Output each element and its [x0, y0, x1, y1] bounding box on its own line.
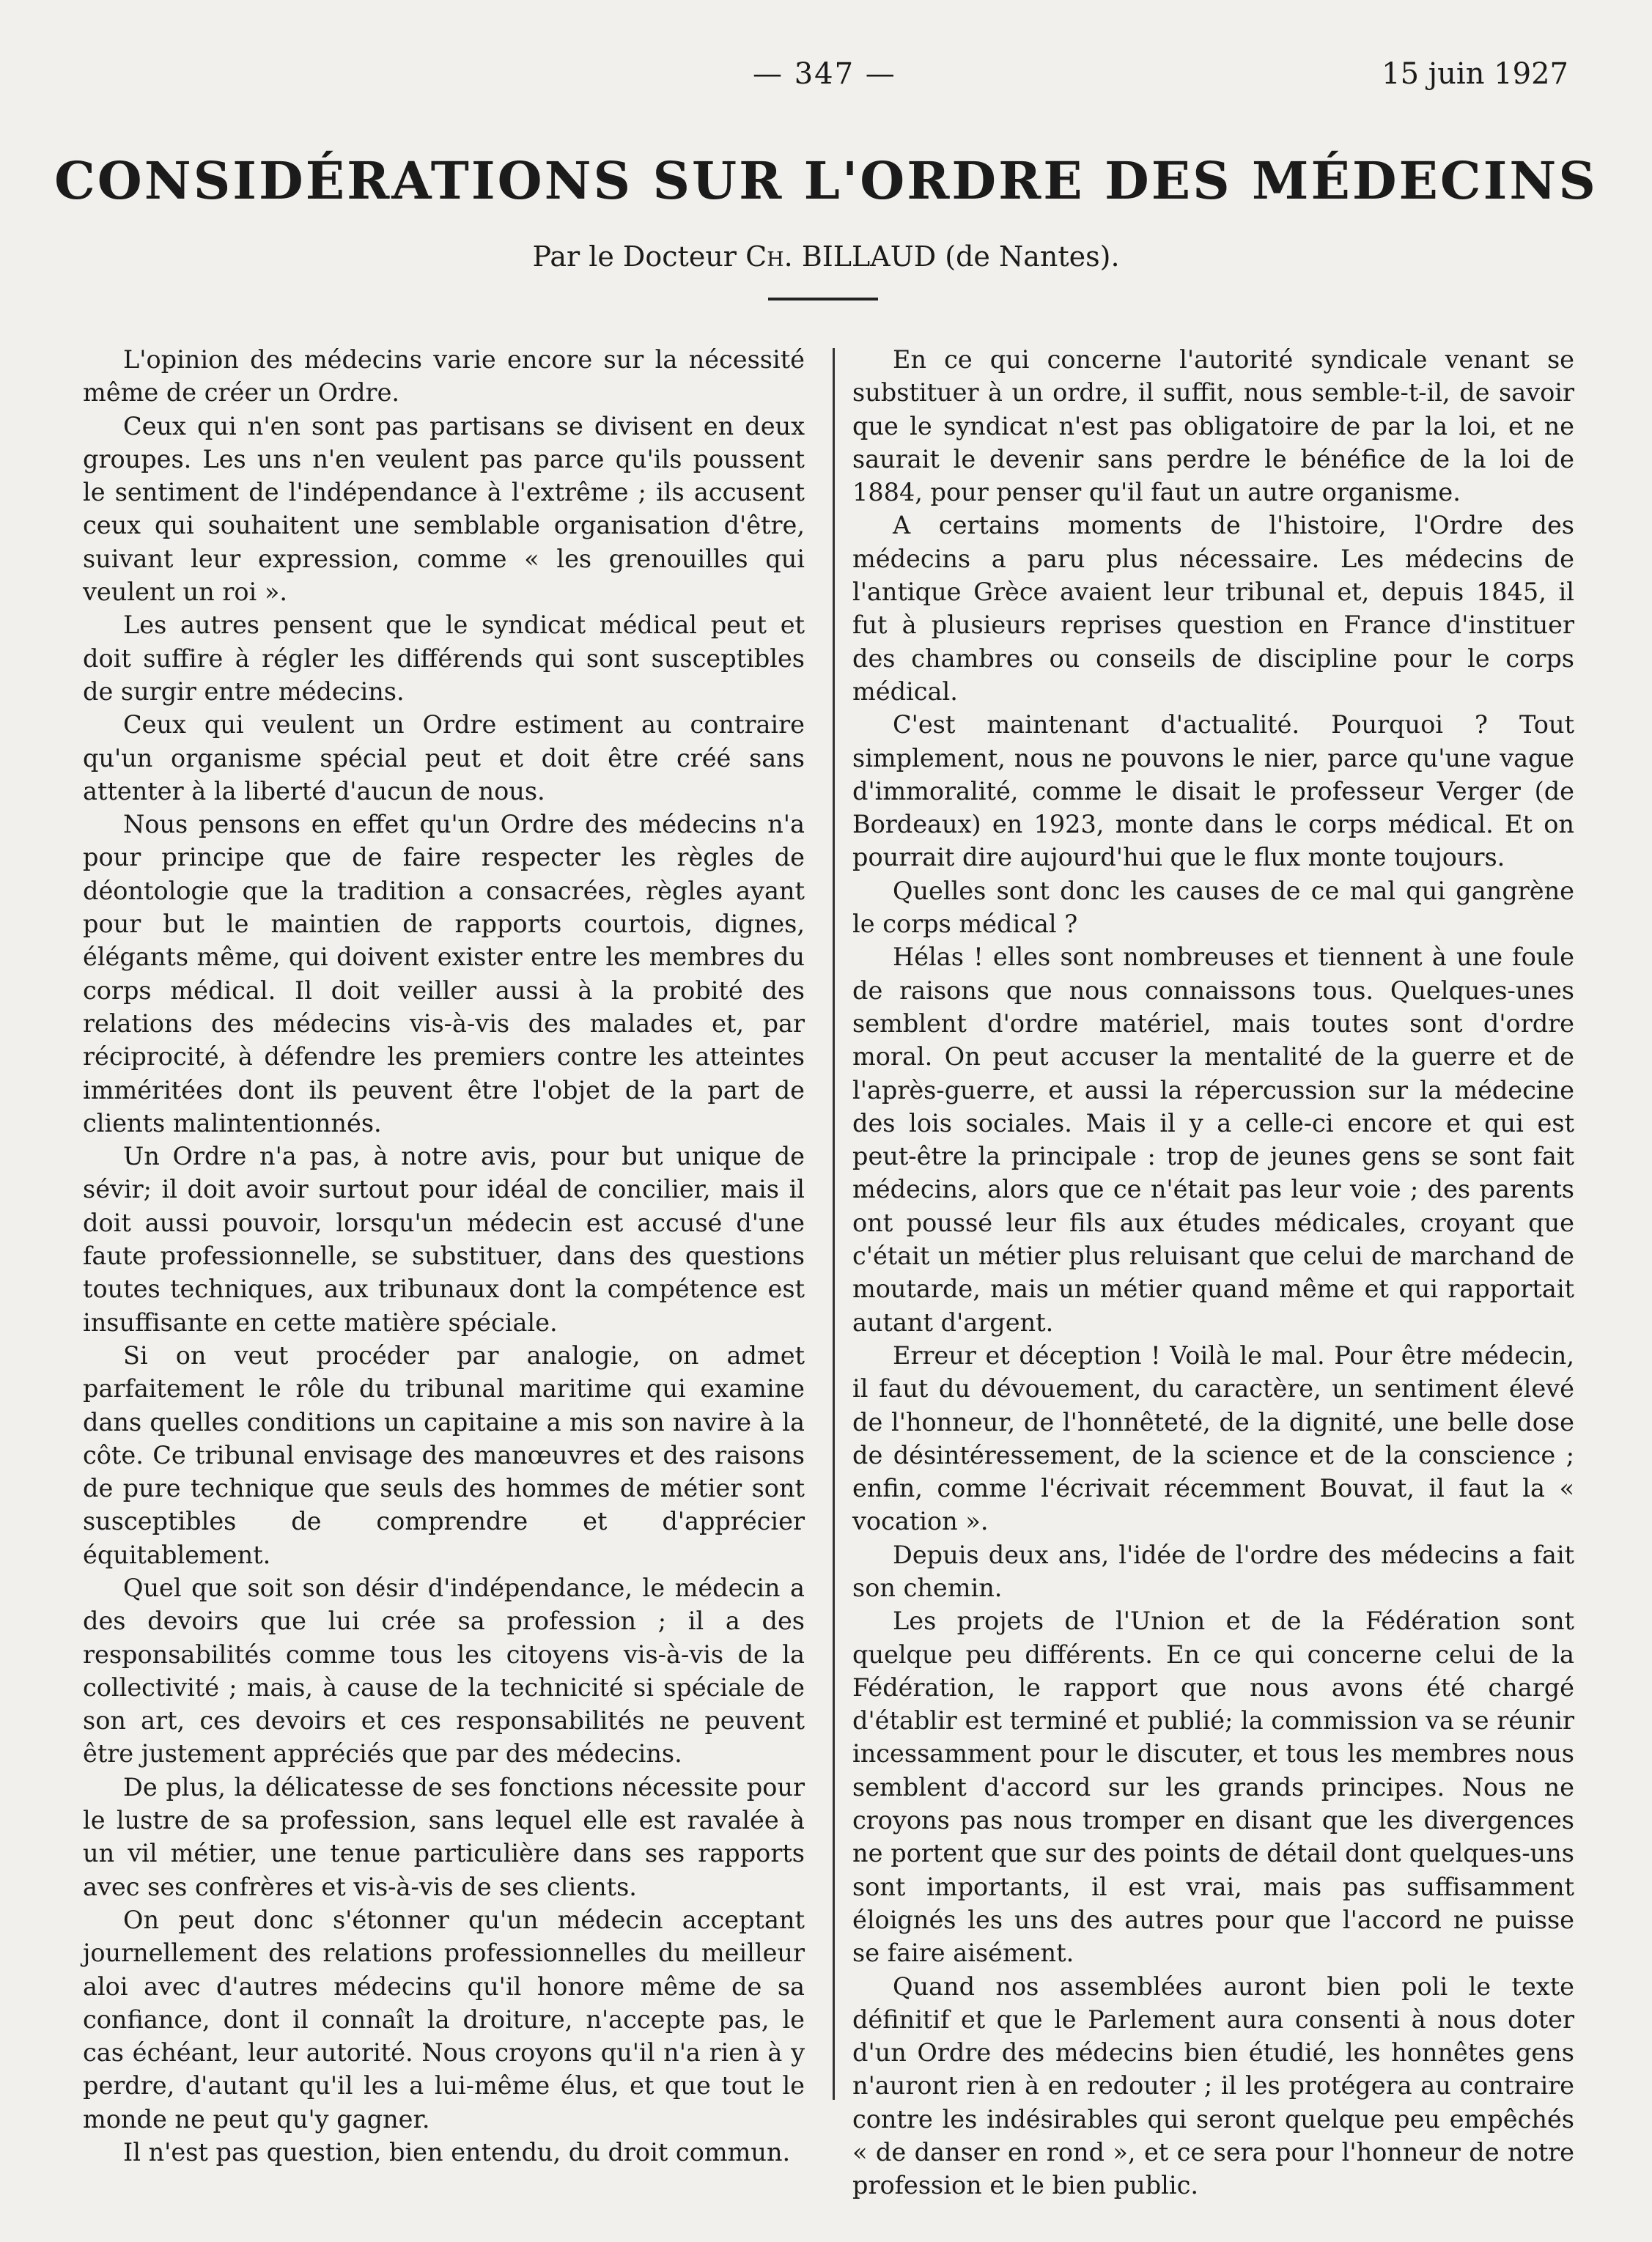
paragraph: C'est maintenant d'actualité. Pourquoi ? Tout simplement, nous ne pouvons le nier, parce qu'une vague d'immoralité, comme le disait le professeur Verger (de Bordeaux) en 1923, monte dans le corps médical. Et on pourrait dire aujourd'hui que le flux monte toujours.: [852, 710, 1574, 872]
paragraph: De plus, la délicatesse de ses fonctions nécessite pour le lustre de sa profession, sans lequel elle est ravalée à un vil métier, une tenue particulière dans ses rapports avec ses confrères et vis-à-vis de ses clients.: [83, 1772, 805, 1901]
paragraph: Depuis deux ans, l'idée de l'ordre des médecins a fait son chemin.: [852, 1540, 1574, 1602]
paragraph: L'opinion des médecins varie encore sur la nécessité même de créer un Ordre.: [83, 345, 805, 408]
article-title: CONSIDÉRATIONS SUR L'ORDRE DES MÉDECINS: [54, 150, 1598, 211]
paragraph: Ceux qui veulent un Ordre estiment au contraire qu'un organisme spécial peut et doit être créé sans attenter à la liberté d'aucun de nous.: [83, 710, 805, 805]
paragraph: En ce qui concerne l'autorité syndicale venant se substituer à un ordre, il suffit, nous semble-t-il, de savoir que le syndicat n'est pas obligatoire de par la loi, et ne saurait le devenir sans perdre le bénéfice de la loi de 1884, pour penser qu'il faut un autre organisme.: [852, 345, 1574, 507]
publication-date: 15 juin 1927: [1382, 57, 1568, 91]
paragraph: Il n'est pas question, bien entendu, du droit commun.: [123, 2138, 791, 2167]
column-divider: [833, 348, 835, 2100]
paragraph: Un Ordre n'a pas, à notre avis, pour but unique de sévir; il doit avoir surtout pour idéal de concilier, mais il doit aussi pouvoir, lorsqu'un médecin est accusé d'une faute professionnelle, se substituer, dans des questions toutes techniques, aux tribunaux dont la compétence est insuffisante en cette matière spéciale.: [83, 1142, 805, 1337]
title-rule: [768, 298, 878, 300]
paragraph: A certains moments de l'histoire, l'Ordre des médecins a paru plus nécessaire. Les médecins de l'antique Grèce avaient leur tribunal et, depuis 1845, il fut à plusieurs reprises question en France d'instituer des chambres ou conseils de discipline pour le corps médical.: [852, 511, 1574, 706]
article-byline: [0, 240, 1652, 273]
byline-prefix: Par le Docteur: [532, 240, 737, 273]
paragraph: Ceux qui n'en sont pas partisans se divisent en deux groupes. Les uns n'en veulent pas parce qu'ils poussent le sentiment de l'indépendance à l'extrême ; ils accusent ceux qui souhaitent une semblable organisation d'être, suivant leur expression, comme « les grenouilles qui veulent un roi ».: [83, 411, 805, 607]
byline-author: BILLAUD (de Nantes).: [801, 240, 1120, 273]
right-column: [852, 343, 1574, 2202]
paragraph: Les projets de l'Union et de la Fédération sont quelque peu différents. En ce qui concerne celui de la Fédération, le rapport que nous avons été chargé d'établir est terminé et publié; la commission va se réunir incessamment pour le discuter, et tous les membres nous semblent d'accord sur les grands principes. Nous ne croyons pas nous tromper en disant que les divergences ne portent que sur des points de détail dont quelques-uns sont importants, il est vrai, mais pas suffisamment éloignés les uns des autres pour que l'accord ne puisse se faire aisément.: [852, 1607, 1574, 1968]
paragraph: Nous pensons en effet qu'un Ordre des médecins n'a pour principe que de faire respecter les règles de déontologie que la tradition a consacrées, règles ayant pour but le maintien de rapports courtois, dignes, élégants même, qui doivent exister entre les membres du corps médical. Il doit veiller aussi à la probité des relations des médecins vis-à-vis des malades et, par réciprocité, à défendre les premiers contre les atteintes imméritées dont ils peuvent être l'objet de la part de clients malintentionnés.: [83, 810, 805, 1137]
paragraph: Quelles sont donc les causes de ce mal qui gangrène le corps médical ?: [852, 876, 1574, 939]
paragraph: Si on veut procéder par analogie, on admet parfaitement le rôle du tribunal maritime qui examine dans quelles conditions un capitaine a mis son navire à la côte. Ce tribunal envisage des manœuvres et des raisons de pure technique que seuls des hommes de métier sont susceptibles de comprendre et d'apprécier équitablement.: [83, 1341, 805, 1569]
byline-initials: Ch.: [745, 240, 793, 273]
paragraph: Quand nos assemblées auront bien poli le texte définitif et que le Parlement aura consenti à nous doter d'un Ordre des médecins bien étudié, les honnêtes gens n'auront rien à en redouter ; il les protégera au contraire contre les indésirables qui seront quelque peu empêchés « de danser en rond », et ce sera pour l'honneur de notre profession et le bien public.: [852, 1972, 1574, 2200]
paragraph: Hélas ! elles sont nombreuses et tiennent à une foule de raisons que nous connaissons tous. Quelques-unes semblent d'ordre matériel, mais toutes sont d'ordre moral. On peut accuser la mentalité de la guerre et de l'après-guerre, et aussi la répercussion sur la médecine des lois sociales. Mais il y a celle-ci encore et qui est peut-être la principale : trop de jeunes gens se sont fait médecins, alors que ce n'était pas leur voie ; des parents ont poussé leur fils aux études médicales, croyant que c'était un métier plus reluisant que celui de marchand de moutarde, mais un métier quand même et qui rapportait autant d'argent.: [852, 943, 1574, 1337]
paragraph: Erreur et déception ! Voilà le mal. Pour être médecin, il faut du dévouement, du caractère, un sentiment élevé de l'honneur, de l'honnêteté, de la dignité, une belle dose de désintéressement, de la science et de la conscience ; enfin, comme l'écrivait récemment Bouvat, il faut la « vocation ».: [852, 1341, 1574, 1536]
left-column: [83, 343, 805, 2169]
page-number: — 347 —: [753, 57, 896, 91]
paragraph: Les autres pensent que le syndicat médical peut et doit suffire à régler les différends qui sont susceptibles de surgir entre médecins.: [83, 611, 805, 706]
paragraph: On peut donc s'étonner qu'un médecin acceptant journellement des relations professionnelles du meilleur aloi avec d'autres médecins qu'il honore même de sa confiance, dont il connaît la droiture, n'accepte pas, le cas échéant, leur autorité. Nous croyons qu'il n'a rien à y perdre, d'autant qu'il les a lui-même élus, et que tout le monde ne peut qu'y gagner.: [83, 1905, 805, 2134]
paragraph: Quel que soit son désir d'indépendance, le médecin a des devoirs que lui crée sa profession ; il a des responsabilités comme tous les citoyens vis-à-vis de la collectivité ; mais, à cause de la technicité si spéciale de son art, ces devoirs et ces responsabilités ne peuvent être justement appréciés que par des médecins.: [83, 1573, 805, 1769]
page-header: [0, 57, 1652, 101]
